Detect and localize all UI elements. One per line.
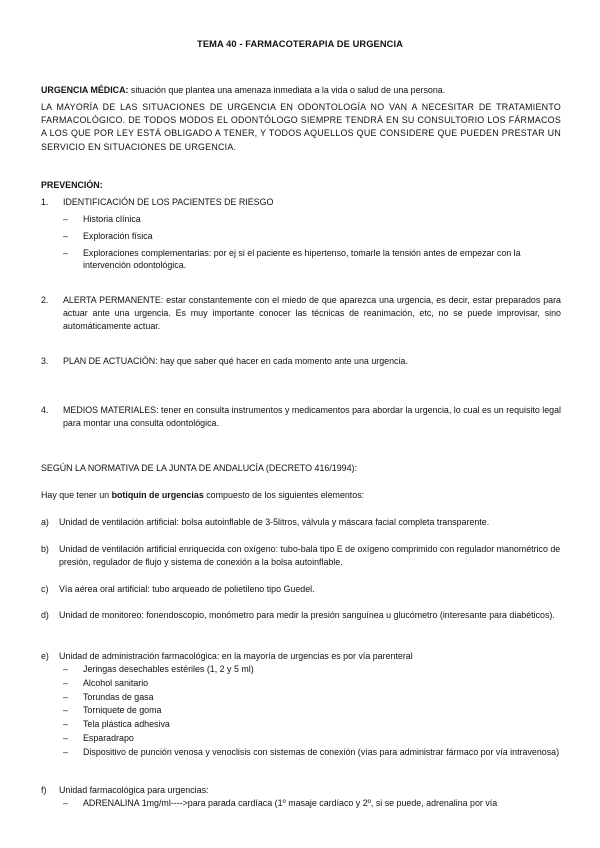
list-item: – Dispositivo de punción venosa y venoclisis con sistemas de conexión (vías para administrar fármaco por vía intravenosa): [63, 746, 561, 759]
kit-item: [41, 543, 561, 569]
list-item: – Torundas de gasa: [63, 691, 561, 704]
kit-item: [41, 784, 561, 797]
item-text: Unidad de administración farmacológica: en la mayoría de urgencias es por vía parenteral: [59, 651, 413, 661]
list-item: – Tela plástica adhesiva: [63, 718, 561, 731]
prevention-item: [41, 355, 561, 368]
item-text: IDENTIFICACIÓN DE LOS PACIENTES DE RIESGO: [63, 197, 274, 207]
normativa-heading: SEGÚN LA NORMATIVA DE LA JUNTA DE ANDALUCÍA (DECRETO 416/1994):: [41, 463, 357, 473]
kit-item: [41, 516, 561, 529]
list-item: – Historia clínica: [63, 213, 561, 226]
item-letter: f): [41, 785, 47, 795]
item-text: Unidad de monitoreo: fonendoscopio, monómetro para medir la presión sanguínea u glucómetro (interesante para diabéticos).: [59, 610, 555, 620]
botiquin-term: botiquín de urgencias: [111, 490, 204, 500]
item-text: Unidad de ventilación artificial: bolsa autoinflable de 3-5litros, válvula y máscara facial completa transparente.: [59, 517, 490, 527]
administration-subitems: [63, 663, 561, 760]
prevention-item: [41, 404, 561, 430]
kit-item: [41, 609, 561, 622]
item-number: 4.: [41, 405, 49, 415]
list-item: – Esparadrapo: [63, 732, 561, 745]
item-text: Unidad de ventilación artificial enriquecida con oxígeno: tubo-bala tipo E de oxígeno comprimido con regulador manométrico de presión, regulador de flujo y sistema de conexión a la bolsa autoinflable.: [59, 544, 561, 568]
item-text: PLAN DE ACTUACIÓN: hay que saber qué hacer en cada momento ante una urgencia.: [63, 356, 408, 366]
item-number: 3.: [41, 356, 49, 366]
item-text: ALERTA PERMANENTE: estar constantemente con el miedo de que aparezca una urgencia, es decir, estar preparados para actuar ante una urgencia. Es muy importante conocer las técnicas de reanimación, etc, no se puede improvisar, sino automáticamente actuar.: [63, 295, 561, 331]
prevention-subitems: [63, 213, 561, 276]
kit-item: [41, 583, 561, 596]
prevention-item: [41, 196, 561, 209]
intro-term: URGENCIA MÉDICA:: [41, 85, 129, 95]
list-item: – Exploración física: [63, 230, 561, 243]
prevention-item: [41, 294, 561, 332]
list-item: – ADRENALINA 1mg/ml---->para parada cardíaca (1º masaje cardíaco y 2º, si se puede, adrenalina por vía: [63, 797, 561, 810]
prevention-heading: PREVENCIÓN:: [41, 180, 103, 190]
list-item: – Torniquete de goma: [63, 704, 561, 717]
intro-definition-text: situación que plantea una amenaza inmediata a la vida o salud de una persona.: [128, 85, 446, 95]
item-letter: c): [41, 584, 49, 594]
list-item: – Jeringas desechables estériles (1, 2 y 5 ml): [63, 663, 561, 676]
item-text: MEDIOS MATERIALES: tener en consulta instrumentos y medicamentos para abordar la urgencia, lo cual es un requisito legal para montar una consulta odontológica.: [63, 405, 561, 428]
intro-definition: [41, 84, 561, 97]
caps-paragraph: LA MAYORÍA DE LAS SITUACIONES DE URGENCIA EN ODONTOLOGÍA NO VAN A NECESITAR DE TRATAMIENTO FARMACOLÓGICO. DE TODOS MODOS EL ODONTÓLOGO SIEMPRE TENDRÁ EN SU CONSULTORIO LOS FÁRMACOS A LOS QUE POR LEY ESTÁ OBLIGADO A TENER, Y TODOS AQUELLOS QUE CONSIDERE QUE PUEDEN PRESTAR UN SERVICIO EN SITUACIONES DE URGENCIA.: [41, 102, 561, 152]
botiquin-pre: Hay que tener un: [41, 490, 112, 500]
pharmacology-subitems: [63, 797, 561, 814]
list-item: – Exploraciones complementarias: por ej si el paciente es hipertenso, tomarle la tensión antes de empezar con la intervención odontológica.: [63, 247, 561, 273]
botiquin-intro: [41, 489, 561, 502]
item-text: Unidad farmacológica para urgencias:: [59, 785, 209, 795]
item-text: Vía aérea oral artificial: tubo arqueado de polietileno tipo Guedel.: [59, 584, 315, 594]
kit-item: [41, 650, 561, 663]
item-letter: e): [41, 651, 49, 661]
item-letter: d): [41, 610, 49, 620]
item-number: 2.: [41, 295, 49, 305]
botiquin-post: compuesto de los siguientes elementos:: [203, 490, 365, 500]
page-title: TEMA 40 - FARMACOTERAPIA DE URGENCIA: [197, 39, 403, 49]
item-letter: b): [41, 544, 49, 554]
item-letter: a): [41, 517, 49, 527]
list-item: – Alcohol sanitario: [63, 677, 561, 690]
item-number: 1.: [41, 197, 49, 207]
